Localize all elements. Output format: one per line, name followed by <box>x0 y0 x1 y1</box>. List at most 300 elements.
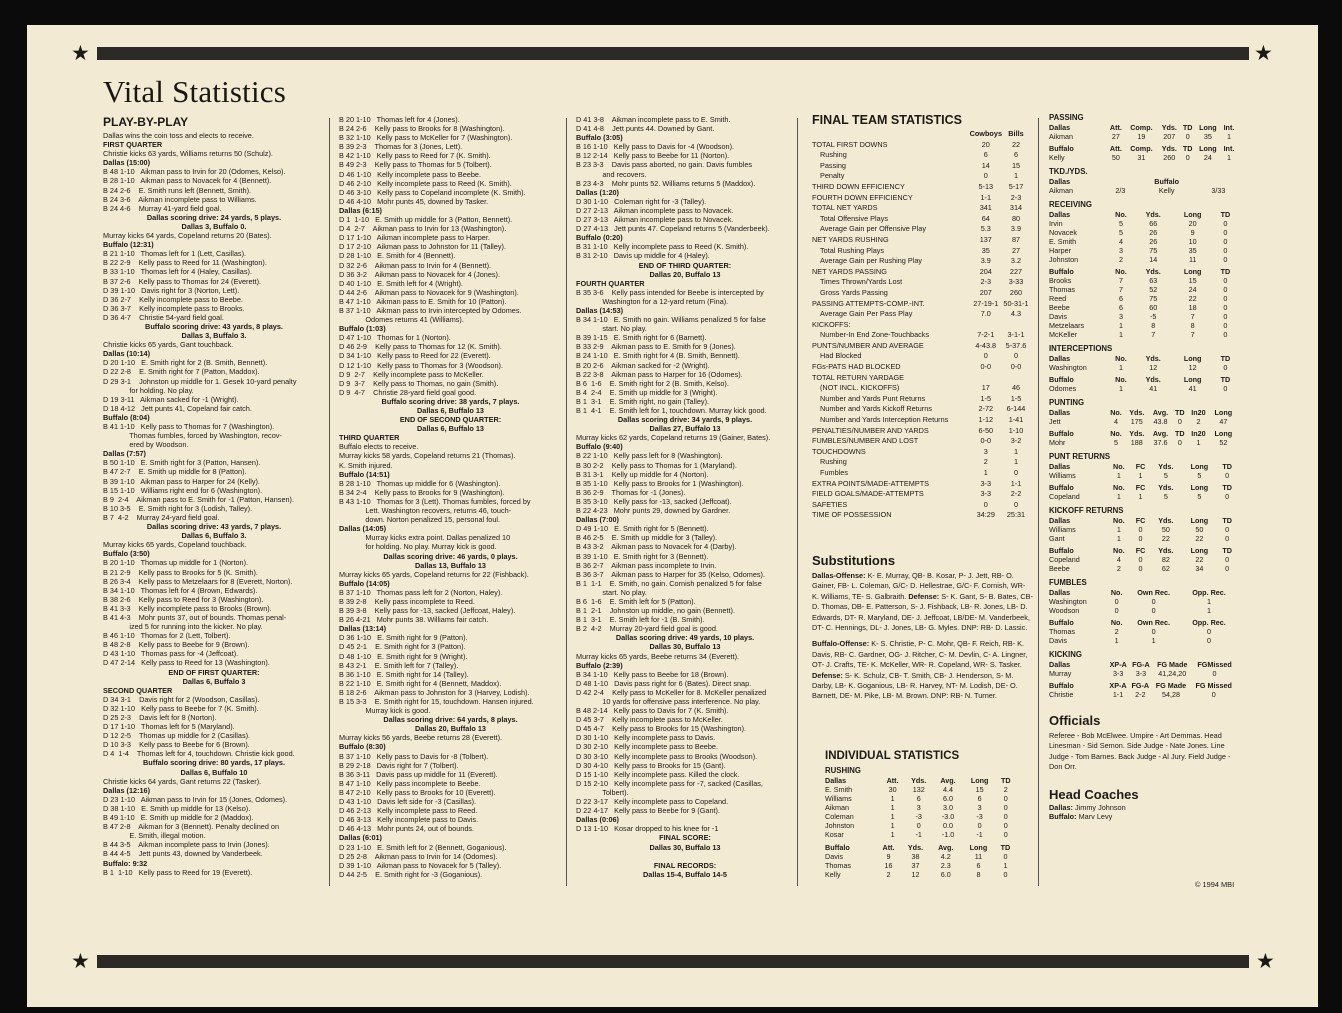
stat-section-heading: FUMBLES <box>1049 578 1087 587</box>
play-line: D 10 3-3 Kelly pass to Beebe for 6 (Brown). <box>103 740 250 750</box>
substitutions-title: Substitutions <box>812 553 896 568</box>
column-divider <box>1038 118 1039 886</box>
play-line: D 46 4-10 Mohr punts 45, downed by Tasker. <box>339 196 489 206</box>
score-summary: Buffalo scoring drive: 80 yards, 17 plays. <box>143 758 285 768</box>
play-line: B 24 1-10 E. Smith right for 4 (B. Smith, Bennett). <box>576 351 740 361</box>
play-line: D 28 1-10 E. Smith for 4 (Bennett). <box>339 251 456 261</box>
play-line: B 15 1-10 Williams right end for 6 (Washington). <box>103 485 263 495</box>
team-stat-row: Total Rushing Plays 35 27 <box>820 245 1021 255</box>
play-line: D 34 3-1 Davis right for 2 (Woodson, Casillas). <box>103 694 260 704</box>
bottom-rule <box>97 955 1249 968</box>
table-row: Aikman 1 3 3.0 3 0 <box>825 803 1008 812</box>
score-summary <box>576 852 794 861</box>
score-summary: Dallas 30, Buffalo 13 <box>649 642 721 652</box>
play-line: B 29 2-18 Davis right for 7 (Tolbert). <box>339 760 459 770</box>
score-summary: FINAL RECORDS: <box>653 860 717 870</box>
play-line: D 30 1-10 Coleman right for -3 (Talley). <box>576 196 707 206</box>
play-line: B 7 4-2 Murray 24-yard field goal. <box>103 512 220 522</box>
rushing-table-dallas <box>825 776 1015 839</box>
team-stat-row: FIELD GOALS/MADE-ATTEMPTS 3-3 2-2 <box>812 489 1022 499</box>
player-stat-table: Dallas No. Yds. Long TD Irvin 5 66 20 0 Novacek 5 26 9 0 E. Smith 4 26 10 0 Harper 3 75 35 0 Johnston 2 14 11 0 <box>1049 210 1231 264</box>
play-line: B 46 1-10 Thomas for 2 (Lett, Tolbert). <box>103 631 231 641</box>
star-icon: ★ <box>1256 949 1275 973</box>
play-line: B 31 2-10 Davis up middle for 4 (Haley). <box>576 251 710 261</box>
play-line: B 41 3-3 Kelly incomplete pass to Brooks (Brown). <box>103 603 272 613</box>
section-label: Buffalo (9:40) <box>576 442 623 452</box>
team-stat-row: Had Blocked 0 0 <box>820 351 1019 361</box>
final-team-stats-title: FINAL TEAM STATISTICS <box>812 113 962 127</box>
play-line: B 39 1-15 E. Smith right for 6 (Barnett). <box>576 333 707 343</box>
team-stat-row: THIRD DOWN EFFICIENCY 5-13 5-17 <box>812 181 1024 191</box>
player-stat-table: Buffalo No. Yds. Long TD Odomes 1 41 41 0 <box>1049 375 1231 393</box>
play-line: B 33 2-9 Aikman pass to E. Smith for 9 (Jones). <box>576 342 736 352</box>
score-summary: Dallas 6, Buffalo 13 <box>417 424 484 434</box>
play-line: Murray kicks extra point. Dallas penalized 10 <box>339 533 511 543</box>
play-line: ized 5 for running into the kicker. No play. <box>103 622 263 632</box>
play-line: B 48 1-10 Aikman pass to Irvin for 20 (Odomes, Kelso). <box>103 167 286 177</box>
play-line: D 40 1-10 E. Smith left for 4 (Wright). <box>339 278 463 288</box>
play-line: D 27 4-13 Jett punts 47. Copeland returns 5 (Vanderbeek). <box>576 224 770 234</box>
section-label: Dallas (7:00) <box>576 515 619 525</box>
dallas-substitutions: Dallas-Offense: K- E. Murray, QB- B. Kosar, P- J. Jett, RB- O. Gainer, FB- L. Coleman, G/C- D. Hellestrae, G/C- F. Cornish, WR- K. Williams, TE- S. Galbraith. Defense: S- K. Gant, S- B. Bates, CB- D. Thomas, DB- E. Patterson, S- J. Fishback, LB- R. Jones, LB- D. Edwards, DT- R. Maryland, DE- J. Jeffcoat, LB/DE- M. Vanderbeek, DT- C. Hennings, DL- J. Jones, LB- G. Myles. DNP: RB- D. Lassic. <box>812 571 1033 633</box>
play-line: D 23 1-10 Aikman pass to Irvin for 15 (Jones, Odomes). <box>103 794 288 804</box>
team-stat-row: TOTAL RETURN YARDAGE <box>812 372 905 382</box>
score-summary: Dallas scoring drive: 34 yards, 9 plays. <box>617 415 753 425</box>
player-statistics <box>1049 113 1243 893</box>
team-stat-row: Number and Yards Interception Returns 1-12 1-41 <box>820 415 1024 425</box>
play-by-play-heading: PLAY-BY-PLAY <box>103 115 189 129</box>
section-label: Buffalo (1:03) <box>339 324 386 334</box>
play-line: D 30 3-10 Kelly incomplete pass to Brooks (Woodson). <box>576 751 758 761</box>
play-line: D 45 4-7 Kelly pass to Brooks for 15 (Washington). <box>576 724 747 734</box>
stat-section-heading: PUNTING <box>1049 398 1085 407</box>
play-line: B 47 1-10 Kelly pass incomplete to Beebe. <box>339 778 481 788</box>
player-stat-table: Dallas No. Yds. Avg. TD In20 Long Jett 4 175 43.8 0 2 47 <box>1049 408 1233 426</box>
play-line: down. Norton penalized 15, personal foul. <box>339 515 501 525</box>
play-line: Odomes returns 41 (Williams). <box>339 315 464 325</box>
score-summary: Dallas 20, Buffalo 13 <box>415 724 486 734</box>
score-summary: END OF SECOND QUARTER: <box>399 415 502 425</box>
play-line: D 41 3-8 Aikman incomplete pass to E. Smith. <box>576 115 731 124</box>
play-line: B 37 1-10 Kelly pass to Davis for -8 (Tolbert). <box>339 751 489 761</box>
buffalo-coach: Buffalo: Marv Levy <box>1049 811 1113 821</box>
play-line: D 22 4-17 Kelly pass to Beebe for 9 (Gant). <box>576 806 720 816</box>
head-coaches-title: Head Coaches <box>1049 786 1139 802</box>
play-line: B 48 2-14 Kelly pass to Davis for 7 (K. Smith). <box>576 706 729 716</box>
individual-stats-title: INDIVIDUAL STATISTICS <box>825 750 960 762</box>
player-stat-table: Buffalo XP-A FG-A FG Made FG Missed Christie 1-1 2-2 54,28 0 <box>1049 681 1232 699</box>
play-line: B 44 4-5 Jett punts 43, downed by Vanderbeek. <box>103 849 263 859</box>
play-line: B 2 4-2 Murray 20-yard field goal is good. <box>576 624 718 634</box>
score-summary: Dallas 30, Buffalo 13 <box>649 842 721 852</box>
play-line: B 36 3-7 Aikman pass to Harper for 35 (Kelso, Odomes). <box>576 569 765 579</box>
final-team-statistics <box>812 113 1034 525</box>
team-stat-row: Number-In End Zone-Touchbacks 7-2-1 3-1-1 <box>820 330 1025 340</box>
score-summary: Dallas 6, Buffalo 3. <box>181 531 247 541</box>
dallas-coach: Dallas: Jimmy Johnson <box>1049 802 1126 812</box>
play-line: D 46 2-10 Kelly incomplete pass to Reed (K. Smith). <box>339 178 512 188</box>
table-row: Coleman 1 -3 -3.0 -3 0 <box>825 812 1008 821</box>
play-line: D 45 2-1 E. Smith right for 3 (Patton). <box>339 642 466 652</box>
stat-section-heading: INTERCEPTIONS <box>1049 344 1113 353</box>
play-line: D 22 2-8 E. Smith right for 7 (Patton, Maddox). <box>103 367 260 377</box>
column-divider <box>329 118 330 886</box>
table-row: Kosar 1 -1 -1.0 -1 0 <box>825 830 1008 839</box>
play-line: D 36 1-10 E. Smith right for 9 (Patton). <box>339 633 468 643</box>
play-line: Murray kick is good. <box>339 706 431 716</box>
team-stat-row: TIME OF POSSESSION 34:29 25:31 <box>812 510 1026 520</box>
team-stat-row: Number and Yards Kickoff Returns 2-72 6-144 <box>820 404 1026 414</box>
play-line: D 12 1-10 Kelly pass to Thomas for 3 (Woodson). <box>339 360 503 370</box>
score-summary: Dallas 3, Buffalo 3. <box>181 331 247 341</box>
player-stat-table: Buffalo No. Yds. Avg. TD In20 Long Mohr 5 188 37.6 0 1 52 <box>1049 429 1233 447</box>
play-line: B 22 3-8 Aikman pass to Harper for 16 (Odomes). <box>576 369 743 379</box>
play-line: E. Smith, illegal motion. <box>103 831 206 841</box>
play-line: B 1 4-1 E. Smith left for 1, touchdown. Murray kick good. <box>576 406 767 415</box>
play-line: D 48 1-10 E. Smith right for 9 (Wright). <box>339 651 468 661</box>
individual-statistics <box>825 749 1025 889</box>
play-line: D 46 2-9 Kelly pass to Thomas for 12 (K. Smith). <box>339 342 502 352</box>
play-line: for holding. No play. <box>103 385 194 395</box>
play-line: B 47 2-7 E. Smith up middle for 8 (Patton). <box>103 467 247 477</box>
play-line: start. No play. <box>576 587 647 597</box>
section-label: Dallas (7:57) <box>103 449 146 459</box>
play-line: D 9 4-7 Christie 28-yard field goal good. <box>339 387 477 397</box>
play-line: B 26 3-4 Kelly pass to Metzelaars for 8 (Everett, Norton). <box>103 576 293 586</box>
play-line: Thomas fumbles, forced by Washington, recov- <box>103 431 282 441</box>
play-line: D 15 1-10 Kelly incomplete pass. Killed the clock. <box>576 769 740 779</box>
play-line: B 1 2-1 Johnston up middle, no gain (Bennett). <box>576 606 736 616</box>
play-line: B 39 3-8 Kelly pass for -13, sacked (Jeffcoat, Haley). <box>339 606 516 616</box>
team-stat-row: PUNTS/NUMBER AND AVERAGE 4-43.8 5-37.6 <box>812 340 1027 350</box>
play-line: B 20 1-10 Thomas left for 4 (Jones). <box>339 115 460 124</box>
play-line: D 22 3-17 Kelly incomplete pass to Copeland. <box>576 797 729 807</box>
play-line: B 1 1-1 E. Smith, no gain. Cornish penalized 5 for false <box>576 578 762 588</box>
rushing-table-buffalo <box>825 843 1015 879</box>
play-list <box>576 115 794 879</box>
play-line: D 4 1-4 Thomas left for 4, touchdown. Christie kick good. <box>103 749 295 759</box>
score-summary: Dallas scoring drive: 64 yards, 8 plays. <box>383 715 518 725</box>
play-line: D 20 1-10 E. Smith right for 2 (B. Smith, Bennett). <box>103 358 268 368</box>
team-stat-row: Rushing 2 1 <box>820 457 1019 467</box>
play-line: D 9 3-7 Kelly pass to Thomas, no gain (Smith). <box>339 378 499 388</box>
table-row: Kelly 2 12 6.0 8 0 <box>825 870 1008 879</box>
team-stat-row: Gross Yards Passing 207 260 <box>820 287 1023 297</box>
play-line: Christie kicks 65 yards, Gant touchback. <box>103 340 234 350</box>
play-line: B 36 2-7 Aikman pass incomplete to Irvin. <box>576 560 717 570</box>
play-line: D 42 2-4 Kelly pass to McKeller for 8. McKeller penalized <box>576 687 767 697</box>
play-line: B 37 1-10 Thomas pass left for 2 (Norton, Haley). <box>339 587 503 597</box>
play-by-play-column-3 <box>576 115 794 885</box>
section-label: Buffalo: 9:32 <box>103 858 148 868</box>
team-stat-row: Average Gain per Rushing Play 3.9 3.2 <box>820 256 1022 266</box>
table-row: Thomas 16 37 2.3 6 1 <box>825 861 1008 870</box>
play-line: B 43 2-1 E. Smith left for 7 (Talley). <box>339 660 459 670</box>
team-stat-row: Passing 14 15 <box>820 160 1021 170</box>
play-line: B 1 3-1 E. Smith right, no gain (Talley). <box>576 396 710 406</box>
play-line: Washington for a 12-yard return (Fina). <box>576 296 729 306</box>
play-line: B 47 2-8 Aikman for 3 (Bennett). Penalty declined on <box>103 822 280 832</box>
team-stat-row: FOURTH DOWN EFFICIENCY 1-1 2-3 <box>812 192 1022 202</box>
play-list <box>103 131 325 877</box>
play-line: B 24 2-6 Kelly pass to Brooks for 8 (Washington). <box>339 124 505 134</box>
play-line: B 6 1-6 E. Smith right for 2 (B. Smith, Kelso). <box>576 378 729 388</box>
play-line: B 22 4-23 Mohr punts 29, downed by Gardner. <box>576 506 731 516</box>
team-stats-table <box>812 129 1030 521</box>
team-stat-row: Average Gain Per Pass Play 7.0 4.3 <box>820 309 1022 319</box>
team-stat-row: TOTAL FIRST DOWNS 20 22 <box>812 139 1021 149</box>
play-line: D 13 1-10 Kosar dropped to his knee for -1 <box>576 824 719 834</box>
substitutions <box>812 553 1034 713</box>
play-line: B 20 2-6 Aikman sacked for -2 (Wright). <box>576 360 710 370</box>
play-line: D 44 2-6 Aikman pass to Novacek for 9 (Washington). <box>339 287 519 297</box>
team-stat-row: Rushing 6 6 <box>820 150 1019 160</box>
score-summary: Dallas 3, Buffalo 0. <box>181 221 247 231</box>
play-line: D 46 3-13 Kelly incomplete pass to Davis. <box>339 815 479 825</box>
play-line: D 1 1-10 E. Smith up middle for 3 (Patton, Bennett). <box>339 215 513 225</box>
team-stat-row: Number and Yards Punt Returns 1-5 1-5 <box>820 393 1022 403</box>
play-line: B 35 3-10 Kelly pass for -13, sacked (Jeffcoat). <box>576 496 732 506</box>
play-line: B 34 2-4 Kelly pass to Brooks for 9 (Washington). <box>339 487 505 497</box>
play-line: Murray kicks 65 yards, Copeland returns for 22 (Fishback). <box>339 569 529 579</box>
play-line: B 39 1-10 Aikman pass to Harper for 24 (Kelly). <box>103 476 260 486</box>
team-stat-row: PENALTIES/NUMBER AND YARDS 6-50 1-10 <box>812 425 1024 435</box>
stat-section-heading: KICKING <box>1049 650 1082 659</box>
table-row: E. Smith 30 132 4.4 15 2 <box>825 785 1008 794</box>
section-label: Dallas (0:06) <box>576 815 619 825</box>
team-stat-row: Fumbles 1 0 <box>820 468 1019 477</box>
score-summary: Dallas 6, Buffalo 3 <box>182 676 246 686</box>
play-line: B 41 4-3 Mohr punts 37, out of bounds. Thomas penal- <box>103 612 287 622</box>
play-line: D 41 4-8 Jett punts 44. Downed by Gant. <box>576 124 715 134</box>
play-line: B 47 1-10 Aikman pass to E. Smith for 10 (Patton). <box>339 296 507 306</box>
play-line: D 36 3-2 Aikman pass to Novacek for 4 (Jones). <box>339 269 501 279</box>
play-line: D 23 1-10 E. Smith left for 2 (Bennett, Goganious). <box>339 842 507 852</box>
play-line: B 49 1-10 E. Smith up middle for 2 (Maddox). <box>103 813 254 823</box>
score-summary: Buffalo scoring drive: 43 yards, 8 plays. <box>145 321 283 331</box>
section-label: Buffalo (3:05) <box>576 133 623 143</box>
play-line: D 46 1-10 Kelly incomplete pass to Beebe. <box>339 169 481 179</box>
section-label: FOURTH QUARTER <box>576 278 645 288</box>
team-stat-row: FUMBLES/NUMBER AND LOST 0-0 3-2 <box>812 436 1022 446</box>
play-line: D 12 2-5 Thomas up middle for 2 (Casillas). <box>103 731 251 741</box>
section-label: Buffalo (0:20) <box>576 233 623 243</box>
player-stat-table: Buffalo Att. Comp. Yds. TD Long Int. Kelly 50 31 260 0 24 1 <box>1049 144 1235 162</box>
play-line: for holding. No play. Murray kick is good. <box>339 542 497 552</box>
play-line: B 41 1-10 Kelly pass to Thomas for 7 (Washington). <box>103 422 275 431</box>
team-stat-row: NET YARDS PASSING 204 227 <box>812 266 1023 276</box>
play-line: B 46 2-5 E. Smith up middle for 3 (Talley). <box>576 533 718 543</box>
section-label: Dallas (6:15) <box>339 205 382 215</box>
table-row: Davis 9 38 4.2 11 0 <box>825 852 1008 861</box>
play-line: B 49 2-3 Kelly pass to Thomas for 5 (Tolbert). <box>339 160 492 170</box>
score-summary: Dallas 20, Buffalo 13 <box>649 269 721 279</box>
star-icon: ★ <box>1254 41 1273 65</box>
play-line: D 47 1-10 Thomas for 1 (Norton). <box>339 333 451 343</box>
play-list <box>339 115 562 879</box>
player-stat-table: Dallas No. Yds. Long TD Washington 1 12 12 0 <box>1049 354 1231 372</box>
play-line: B 31 1-10 Kelly incomplete pass to Reed (K. Smith). <box>576 242 749 252</box>
play-line: Murray kicks 64 yards, Copeland returns 20 (Bates). <box>103 231 272 241</box>
play-line: Murray kicks 62 yards, Copeland returns 19 (Gainer, Bates). <box>576 433 771 443</box>
player-stat-table: Dallas Buffalo Aikman 2/3 Kelly 3/33 <box>1049 177 1226 195</box>
play-line: D 17 2-10 Aikman pass to Johnston for 11 (Talley). <box>339 242 506 252</box>
team-stat-row: Penalty 0 1 <box>820 171 1019 181</box>
play-line: D 30 4-10 Kelly pass to Brooks for 15 (Gant). <box>576 760 726 770</box>
play-line: B 16 1-10 Kelly pass to Davis for -4 (Woodson). <box>576 142 735 152</box>
team-stat-row: SAFETIES 0 0 <box>812 499 1019 509</box>
table-header: Dallas Att. Yds. Avg. Long TD <box>825 776 1011 785</box>
play-line: B 36 1-10 E. Smith right for 14 (Talley). <box>339 669 469 679</box>
play-line: B 50 1-10 E. Smith right for 3 (Patton, Hansen). <box>103 458 261 468</box>
play-line: B 10 3-5 E. Smith right for 3 (Lodish, Talley). <box>103 503 253 513</box>
score-summary: Buffalo scoring drive: 38 yards, 7 plays. <box>381 396 520 406</box>
score-summary: Dallas 6, Buffalo 10 <box>180 767 248 777</box>
score-summary: END OF THIRD QUARTER: <box>638 260 732 270</box>
play-line: Dallas wins the coin toss and elects to receive. <box>103 131 254 140</box>
play-line: D 39 1-10 Aikman pass to Novacek for 5 (Talley). <box>339 860 502 870</box>
play-line: Christie kicks 63 yards, Williams returns 50 (Schulz). <box>103 149 273 159</box>
column-divider <box>566 118 567 886</box>
score-summary: FINAL SCORE: <box>659 833 711 843</box>
play-line: D 43 1-10 Davis left side for -3 (Casillas). <box>339 797 477 807</box>
play-line: D 19 3-11 Aikman sacked for -1 (Wright). <box>103 394 239 404</box>
play-line: B 21 1-10 Thomas left for 1 (Lett, Casillas). <box>103 249 247 259</box>
play-line: Murray kicks 65 yards, Copeland touchback. <box>103 540 247 550</box>
team-stat-row: (NOT INCL. KICKOFFS) 17 46 <box>820 383 1021 393</box>
play-line: B 24 2-6 E. Smith runs left (Bennett, Smith). <box>103 185 252 195</box>
play-line: B 24 3-6 Aikman incomplete pass to Williams. <box>103 194 257 204</box>
play-line: D 36 4-7 Christie 54-yard field goal. <box>103 312 224 322</box>
play-line: B 28 1-10 Aikman pass to Novacek for 4 (Bennett). <box>103 176 272 186</box>
play-line: B 4 2-4 E. Smith up middle for 3 (Wright). <box>576 387 718 397</box>
section-label: Buffalo (8:04) <box>103 412 150 422</box>
section-label: SECOND QUARTER <box>103 685 173 695</box>
play-line: D 32 2-6 Aikman pass to Irvin for 4 (Bennett). <box>339 260 492 270</box>
play-line: 10 yards for offensive pass interference. No play. <box>576 697 761 706</box>
team-stats-header: Cowboys Bills <box>969 129 1024 138</box>
play-line: Murray kicks 56 yards, Beebe returns 28 (Everett). <box>339 733 503 743</box>
team-stat-row: TOTAL NET YARDS 341 314 <box>812 203 1023 213</box>
top-rule <box>97 47 1249 60</box>
play-line: B 22 1-10 Kelly pass left for 8 (Washington). <box>576 451 723 461</box>
play-line: B 30 2-2 Kelly pass to Thomas for 1 (Maryland). <box>576 460 737 470</box>
score-summary: Dallas 13, Buffalo 13 <box>415 560 486 570</box>
play-line: D 17 1-10 Aikman incomplete pass to Harper. <box>339 233 490 243</box>
score-summary: Dallas scoring drive: 43 yards, 7 plays. <box>146 522 282 532</box>
play-by-play-column-1 <box>103 115 325 885</box>
buffalo-substitutions: Buffalo-Offense: K- S. Christie, P- C. Mohr, QB- F. Reich, RB- K. Davis, RB- C. Gardner, OG- J. Ritcher, C- M. Devlin, C- A. Lingner, OT- J. Crafts, TE- K. McKeller, WR- R. Copeland, WR- S. Tasker. Defense: S- K. Schulz, CB- T. Smith, CB- J. Henderson, S- M. Darby, LB- K. Goganious, LB- R. Harvey, NT- M. Lodish, DE- O. Barnett, DE- M. Pike, LB- M. Brown. DNP: RB- N. Turner. <box>812 639 1028 701</box>
play-line: B 48 2-8 Kelly pass to Beebe for 9 (Brown). <box>103 640 250 650</box>
section-label: Dallas (1:20) <box>576 187 619 197</box>
stat-section-heading: KICKOFF RETURNS <box>1049 506 1124 515</box>
play-line: D 48 1-10 Davis pass right for 6 (Bates). Direct snap. <box>576 678 752 688</box>
player-stat-table: Buffalo No. Own Rec. Opp. Rec. Thomas 2 0 0 Davis 1 1 0 <box>1049 618 1226 645</box>
score-summary: Dallas 6, Buffalo 13 <box>417 406 484 415</box>
play-line: B 44 3-5 Aikman incomplete pass to Irvin (Jones). <box>103 840 270 850</box>
play-line: B 35 1-10 Kelly pass to Brooks for 1 (Washington). <box>576 478 744 488</box>
play-line: D 15 2-10 Kelly incomplete pass for -7, sacked (Casillas, <box>576 778 763 788</box>
score-summary: Dallas scoring drive: 49 yards, 10 plays. <box>615 633 755 643</box>
play-line: B 6 1-6 E. Smith left for 5 (Patton). <box>576 596 696 606</box>
play-line: Tolbert). <box>576 787 629 797</box>
section-label: Dallas (14:05) <box>339 524 387 534</box>
play-line: B 20 1-10 Thomas up middle for 1 (Norton). <box>103 558 249 568</box>
play-line: B 24 4-6 Murray 41-yard field goal. <box>103 203 222 213</box>
column-divider <box>797 118 798 886</box>
play-line: Murray kicks 58 yards, Copeland returns 21 (Thomas). <box>339 451 516 461</box>
play-line: B 35 3-6 Kelly pass intended for Beebe is intercepted by <box>576 287 764 297</box>
player-stat-table: Buffalo No. FC Yds. Long TD Copeland 1 1 5 5 0 <box>1049 483 1232 501</box>
play-line: D 30 2-10 Kelly incomplete pass to Beebe. <box>576 742 718 752</box>
team-stat-row: Times Thrown/Yards Lost 2-3 3-33 <box>820 277 1024 287</box>
play-line: Christie kicks 64 yards, Gant returns 22 (Tasker). <box>103 776 262 786</box>
play-line: B 9 2-4 Aikman pass to E. Smith for -1 (Patton, Hansen). <box>103 494 295 504</box>
section-label: Buffalo (14:05) <box>339 578 390 588</box>
play-line: B 22 2-9 Kelly pass to Reed for 11 (Washington). <box>103 258 267 268</box>
score-summary: Dallas 27, Buffalo 13 <box>649 424 721 434</box>
play-line: B 43 3-2 Aikman pass to Novacek for 4 (Darby). <box>576 542 737 552</box>
table-header: Buffalo Att. Yds. Avg. Long TD <box>825 843 1011 852</box>
play-line: B 34 1-10 Kelly pass to Beebe for 18 (Brown). <box>576 669 729 679</box>
team-stat-row: TOUCHDOWNS 3 1 <box>812 446 1019 456</box>
section-label: THIRD QUARTER <box>339 433 400 443</box>
play-line: D 46 4-13 Mohr punts 24, out of bounds. <box>339 824 475 834</box>
play-line: K. Smith injured. <box>339 460 393 470</box>
play-line: D 17 1-10 Thomas left for 5 (Maryland). <box>103 722 235 732</box>
play-line: B 28 1-10 Thomas up middle for 6 (Washington). <box>339 478 501 488</box>
section-label: Dallas (6:01) <box>339 833 382 843</box>
stat-section-heading: PUNT RETURNS <box>1049 452 1111 461</box>
play-line: B 15 3-3 E. Smith right for 15, touchdown. Hansen injured. <box>339 697 534 706</box>
score-summary: Dallas 15-4, Buffalo 14-5 <box>643 869 727 879</box>
officials-title: Officials <box>1049 713 1101 728</box>
play-line: Murray kicks 65 yards, Beebe returns 34 (Everett). <box>576 651 740 661</box>
officials-text: Referee - Bob McElwee. Umpire - Art Demmas. Head Linesman - Sid Semon. Side Judge - Nate Jones. Line Judge - Tom Barnes. Back Judge - Al Jury. Field Judge - Don Orr. <box>1049 731 1231 772</box>
play-line: D 27 3-13 Aikman incomplete pass to Novacek. <box>576 215 734 225</box>
page-title: Vital Statistics <box>103 74 287 109</box>
play-line: B 26 4-21 Mohr punts 38. Williams fair catch. <box>339 615 489 625</box>
star-icon: ★ <box>71 949 90 973</box>
play-line: D 32 1-10 Kelly pass to Beebe for 7 (K. Smith). <box>103 703 259 713</box>
play-line: B 43 1-10 Thomas for 3 (Lett). Thomas fumbles, forced by <box>339 496 531 506</box>
play-line: B 23 3-3 Davis pass aborted, no gain. Davis fumbles <box>576 160 753 170</box>
section-label: Buffalo (14:51) <box>339 469 390 479</box>
stat-section-heading: TKD./YDS. <box>1049 167 1088 176</box>
section-label: FIRST QUARTER <box>103 140 163 150</box>
play-line: B 36 2-9 Thomas for -1 (Jones). <box>576 487 686 497</box>
section-label: Buffalo (2:39) <box>576 660 623 670</box>
section-label: Buffalo (12:31) <box>103 240 154 250</box>
player-stat-table: Buffalo No. FC Yds. Long TD Copeland 4 0 82 22 0 Beebe 2 0 62 34 0 <box>1049 546 1232 573</box>
player-stat-table: Dallas No. FC Yds. Long TD Williams 1 0 50 50 0 Gant 1 0 22 22 0 <box>1049 516 1232 543</box>
play-line: B 34 1-10 E. Smith no gain. Williams penalized 5 for false <box>576 315 766 325</box>
play-line: B 18 2-6 Aikman pass to Johnston for 3 (Harvey, Lodish). <box>339 687 530 697</box>
section-label: Dallas (12:16) <box>103 785 151 795</box>
play-line: D 46 3-10 Kelly pass to Copeland incomplete (K. Smith). <box>339 187 526 197</box>
play-line: B 47 2-10 Kelly pass to Brooks for 10 (Everett). <box>339 787 496 797</box>
play-by-play-column-2 <box>339 115 562 885</box>
play-line: ered by Woodson. <box>103 440 189 450</box>
score-summary: Dallas scoring drive: 46 yards, 0 plays. <box>383 551 518 561</box>
section-label: Dallas (10:14) <box>103 349 151 359</box>
play-line: B 34 1-10 Thomas left for 4 (Brown, Edwards). <box>103 585 258 595</box>
play-line: B 21 2-9 Kelly pass to Brooks for 5 (K. Smith). <box>103 567 258 577</box>
section-label: Dallas (15:00) <box>103 158 151 168</box>
play-line: D 25 2-8 Aikman pass to Irvin for 14 (Odomes). <box>339 851 498 861</box>
section-label: Dallas (14:53) <box>576 305 624 315</box>
table-row: Williams 1 6 6.0 6 0 <box>825 794 1008 803</box>
